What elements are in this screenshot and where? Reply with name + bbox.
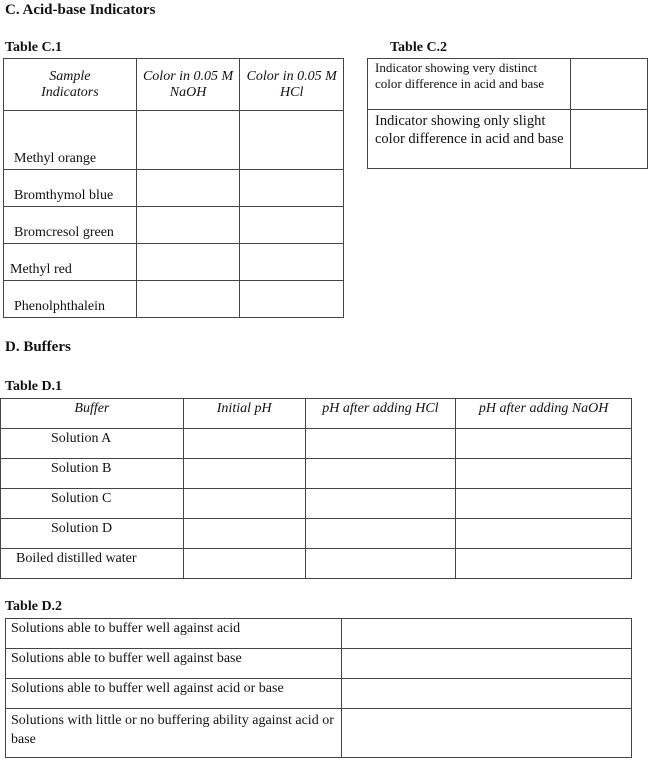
table-d2-answer-cell[interactable] xyxy=(341,619,632,649)
table-c1 xyxy=(3,58,344,318)
hcl-color-cell[interactable] xyxy=(240,244,344,281)
naoh-color-cell[interactable] xyxy=(136,111,240,170)
table-c2-label: Indicator showing very distinct color difference in acid and base xyxy=(368,59,571,110)
table-c1-header-row xyxy=(4,59,344,111)
table-d2-answer-cell[interactable] xyxy=(341,679,632,709)
initial-ph-cell[interactable] xyxy=(183,489,305,519)
ph-naoh-cell[interactable] xyxy=(456,459,632,489)
table-row xyxy=(368,59,648,110)
ph-hcl-cell[interactable] xyxy=(305,519,456,549)
table-row xyxy=(4,207,344,244)
table-row xyxy=(1,429,632,459)
table-row xyxy=(1,489,632,519)
table-d2-answer-cell[interactable] xyxy=(341,649,632,679)
table-row xyxy=(4,244,344,281)
ph-hcl-cell[interactable] xyxy=(305,549,456,579)
table-c1-caption: Table C.1 xyxy=(5,40,63,55)
initial-ph-cell[interactable] xyxy=(183,429,305,459)
table-row xyxy=(1,459,632,489)
table-c2-answer-cell[interactable] xyxy=(571,59,648,110)
table-row xyxy=(368,110,648,169)
table-d2-label: Solutions with little or no buffering ability against acid or base xyxy=(6,709,342,758)
naoh-color-cell[interactable] xyxy=(136,207,240,244)
ph-hcl-cell[interactable] xyxy=(305,489,456,519)
buffer-name: Solution C xyxy=(1,489,184,519)
table-row xyxy=(1,519,632,549)
indicator-name: Phenolphthalein xyxy=(4,281,137,318)
initial-ph-cell[interactable] xyxy=(183,549,305,579)
ph-hcl-cell[interactable] xyxy=(305,429,456,459)
ph-naoh-cell[interactable] xyxy=(456,519,632,549)
table-d2-label: Solutions able to buffer well against acid xyxy=(6,619,342,649)
hcl-color-cell[interactable] xyxy=(240,111,344,170)
buffer-name: Solution D xyxy=(1,519,184,549)
section-c-heading: C. Acid-base Indicators xyxy=(5,2,156,18)
table-d1-header-initial-ph: Initial pH xyxy=(183,399,305,429)
initial-ph-cell[interactable] xyxy=(183,519,305,549)
hcl-color-cell[interactable] xyxy=(240,170,344,207)
table-row xyxy=(6,649,632,679)
table-row xyxy=(4,281,344,318)
indicator-name: Bromthymol blue xyxy=(4,170,137,207)
table-d1-header-ph-hcl: pH after adding HCl xyxy=(305,399,456,429)
indicator-name: Methyl red xyxy=(4,244,137,281)
table-row xyxy=(6,619,632,649)
initial-ph-cell[interactable] xyxy=(183,459,305,489)
table-c1-header-indicator: Sample Indicators xyxy=(4,59,137,111)
buffer-name: Boiled distilled water xyxy=(1,549,184,579)
table-d1 xyxy=(0,398,632,579)
table-d1-header-ph-naoh: pH after adding NaOH xyxy=(456,399,632,429)
naoh-color-cell[interactable] xyxy=(136,170,240,207)
indicator-name: Methyl orange xyxy=(4,111,137,170)
table-c2-answer-cell[interactable] xyxy=(571,110,648,169)
naoh-color-cell[interactable] xyxy=(136,281,240,318)
table-d2 xyxy=(5,618,632,758)
ph-naoh-cell[interactable] xyxy=(456,549,632,579)
section-d-heading: D. Buffers xyxy=(5,339,71,355)
table-row xyxy=(4,170,344,207)
indicator-name: Bromcresol green xyxy=(4,207,137,244)
table-row xyxy=(4,111,344,170)
table-row xyxy=(6,679,632,709)
table-c2 xyxy=(367,58,648,169)
table-d2-caption: Table D.2 xyxy=(5,599,63,614)
ph-naoh-cell[interactable] xyxy=(456,489,632,519)
table-d2-label: Solutions able to buffer well against base xyxy=(6,649,342,679)
ph-naoh-cell[interactable] xyxy=(456,429,632,459)
table-d1-header-buffer: Buffer xyxy=(1,399,184,429)
hcl-color-cell[interactable] xyxy=(240,281,344,318)
table-c2-label: Indicator showing only slight color difference in acid and base xyxy=(368,110,571,169)
hcl-color-cell[interactable] xyxy=(240,207,344,244)
buffer-name: Solution A xyxy=(1,429,184,459)
table-d2-answer-cell[interactable] xyxy=(341,709,632,758)
table-d1-caption: Table D.1 xyxy=(5,379,63,394)
table-c1-header-naoh: Color in 0.05 M NaOH xyxy=(136,59,240,111)
naoh-color-cell[interactable] xyxy=(136,244,240,281)
table-c1-header-hcl: Color in 0.05 M HCl xyxy=(240,59,344,111)
table-d1-header-row xyxy=(1,399,632,429)
ph-hcl-cell[interactable] xyxy=(305,459,456,489)
table-row xyxy=(6,709,632,758)
buffer-name: Solution B xyxy=(1,459,184,489)
table-row xyxy=(1,549,632,579)
table-c2-caption: Table C.2 xyxy=(390,40,448,55)
table-d2-label: Solutions able to buffer well against acid or base xyxy=(6,679,342,709)
